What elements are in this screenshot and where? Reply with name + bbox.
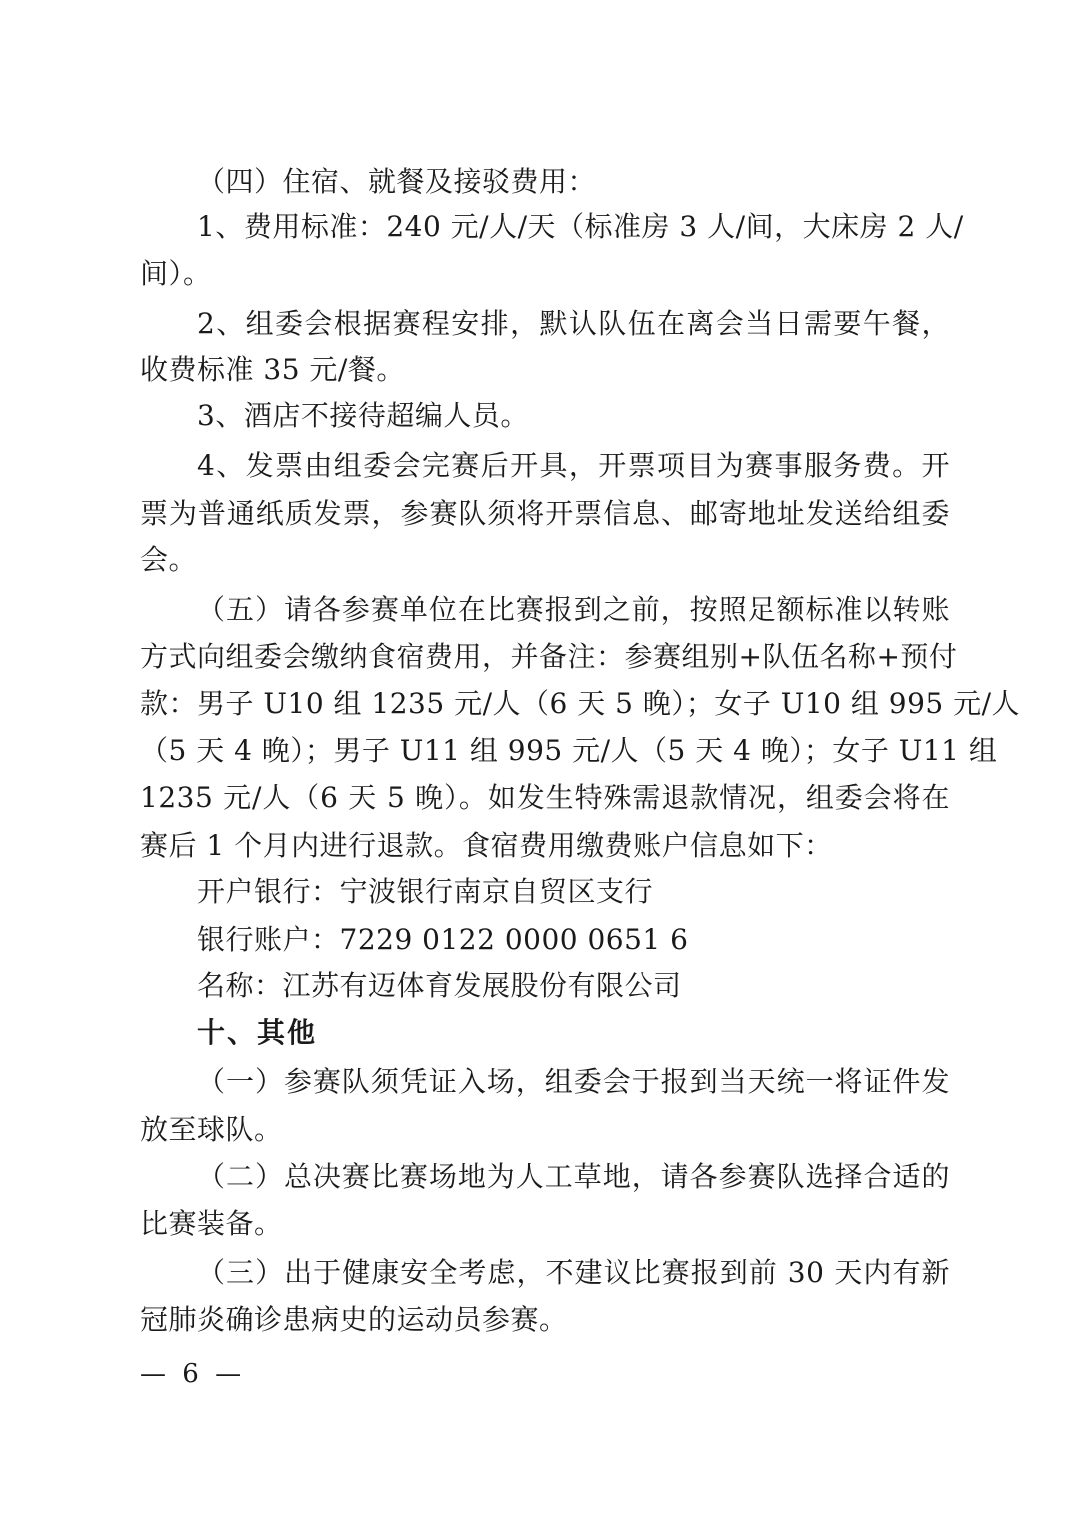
item3: 3、酒店不接待超编人员。 <box>197 399 529 432</box>
sec5-line6: 赛后 1 个月内进行退款。食宿费用缴费账户信息如下： <box>140 829 833 862</box>
other2-line1: （二）总决赛比赛场地为人工草地，请各参赛队选择合适的 <box>197 1160 950 1193</box>
page-number: — 6 — <box>140 1359 246 1389</box>
bank-account: 银行账户：7229 0122 0000 0651 6 <box>197 923 689 956</box>
item2-line2: 收费标准 35 元/餐。 <box>140 353 405 386</box>
item4-line2: 票为普通纸质发票，参赛队须将开票信息、邮寄地址发送给组委 <box>140 497 950 530</box>
other2-line2: 比赛装备。 <box>140 1207 283 1240</box>
account-name: 名称：江苏有迈体育发展股份有限公司 <box>197 969 682 1002</box>
sec5-line5: 1235 元/人（6 天 5 晚）。如发生特殊需退款情况，组委会将在 <box>140 781 950 814</box>
bank-name: 开户银行：宁波银行南京自贸区支行 <box>197 875 654 908</box>
item1-line2: 间）。 <box>140 257 212 290</box>
sec5-line3: 款：男子 U10 组 1235 元/人（6 天 5 晚）；女子 U10 组 995 元/人 <box>140 687 1021 720</box>
other1-line2: 放至球队。 <box>140 1113 283 1146</box>
item2-line1: 2、组委会根据赛程安排，默认队伍在离会当日需要午餐， <box>197 307 950 340</box>
other3-line1: （三）出于健康安全考虑，不建议比赛报到前 30 天内有新 <box>197 1256 950 1289</box>
item4-line1: 4、发票由组委会完赛后开具，开票项目为赛事服务费。开 <box>197 449 950 482</box>
other3-line2: 冠肺炎确诊患病史的运动员参赛。 <box>140 1303 568 1336</box>
lodging-heading: （四）住宿、就餐及接驳费用： <box>197 165 597 198</box>
sec5-line4: （5 天 4 晚）；男子 U11 组 995 元/人（5 天 4 晚）；女子 U11 组 <box>140 734 998 767</box>
item4-line3: 会。 <box>140 543 198 576</box>
item1-line1: 1、费用标准：240 元/人/天（标准房 3 人/间，大床房 2 人/ <box>197 210 964 243</box>
section10-heading: 十、其他 <box>197 1016 318 1049</box>
sec5-line2: 方式向组委会缴纳食宿费用，并备注：参赛组别+队伍名称+预付 <box>140 640 958 673</box>
other1-line1: （一）参赛队须凭证入场，组委会于报到当天统一将证件发 <box>197 1065 950 1098</box>
sec5-line1: （五）请各参赛单位在比赛报到之前，按照足额标准以转账 <box>197 593 950 626</box>
